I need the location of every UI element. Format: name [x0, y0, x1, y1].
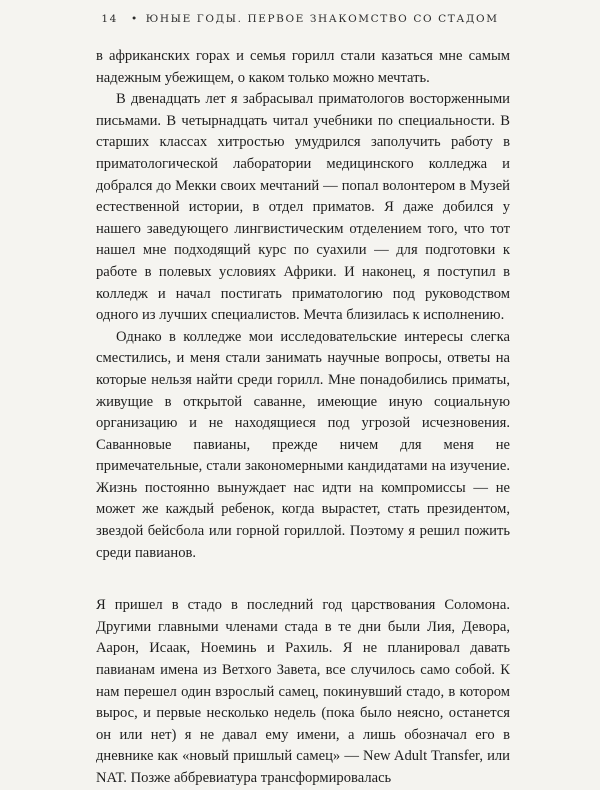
paragraph: Однако в колледже мои исследовательские интересы слегка сместились, и меня стали занимать научные вопросы, ответы на которые нельзя найти среди горилл. Мне понадобились приматы, живущие в открытой саванне, имеющие иную социальную организацию и не находящиеся под угрозой исчезновения. Саванновые павианы, прежде ничем для меня не примечательные, стали закономерными кандидатами на изучение. Жизнь постоянно вынуждает нас идти на компромиссы — не может же каждый ребенок, когда вырастет, стать президентом, звездой бейсбола или горной гориллой. Поэтому я решил пожить среди павианов. [96, 328, 510, 561]
paragraph: В двенадцать лет я забрасывал приматологов восторженными письмами. В четырнадцать читал учебники по специальности. В старших классах хитростью умудрился заполучить работу в приматологической лаборатории медицинского колледжа и добрался до Мекки своих мечтаний — попал волонтером в Музей естественной истории, в отдел приматов. Я даже добился у нашего заведующего лингвистическим отделением того, что тот нашел мне подходящий курс по суахили — для подготовки к работе в полевых условиях Африки. И наконец, я поступил в колледж и начал постигать приматологию под руководством одного из лучших специалистов. Мечта близилась к исполнению. [96, 91, 510, 324]
body-text [96, 46, 510, 790]
paragraph-continuation: в африканских горах и семья горилл стали казаться мне самым надежным убежищем, о каком только можно мечтать. [96, 48, 510, 86]
header-bullet: • [130, 13, 139, 25]
section-break [96, 564, 510, 595]
page-number: 14 [101, 13, 118, 25]
paragraph-new-section: Я пришел в стадо в последний год царствования Соломона. Другими главными членами стада в те дни были Лия, Девора, Аарон, Исаак, Ноеминь и Рахиль. Я не планировал давать павианам имена из Ветхого Завета, все случилось само собой. К нам перешел один взрослый самец, покинувший стадо, в котором вырос, и первые несколько недель (пока было неясно, останется он или нет) я не давал ему имени, а лишь обозначал его в дневнике как «новый пришлый самец» — New Adult Transfer, или NAT. Позже аббревиатура трансформировалась [96, 597, 510, 786]
chapter-title: ЮНЫЕ ГОДЫ. ПЕРВОЕ ЗНАКОМСТВО СО СТАДОМ [145, 13, 499, 25]
running-header [0, 13, 600, 25]
